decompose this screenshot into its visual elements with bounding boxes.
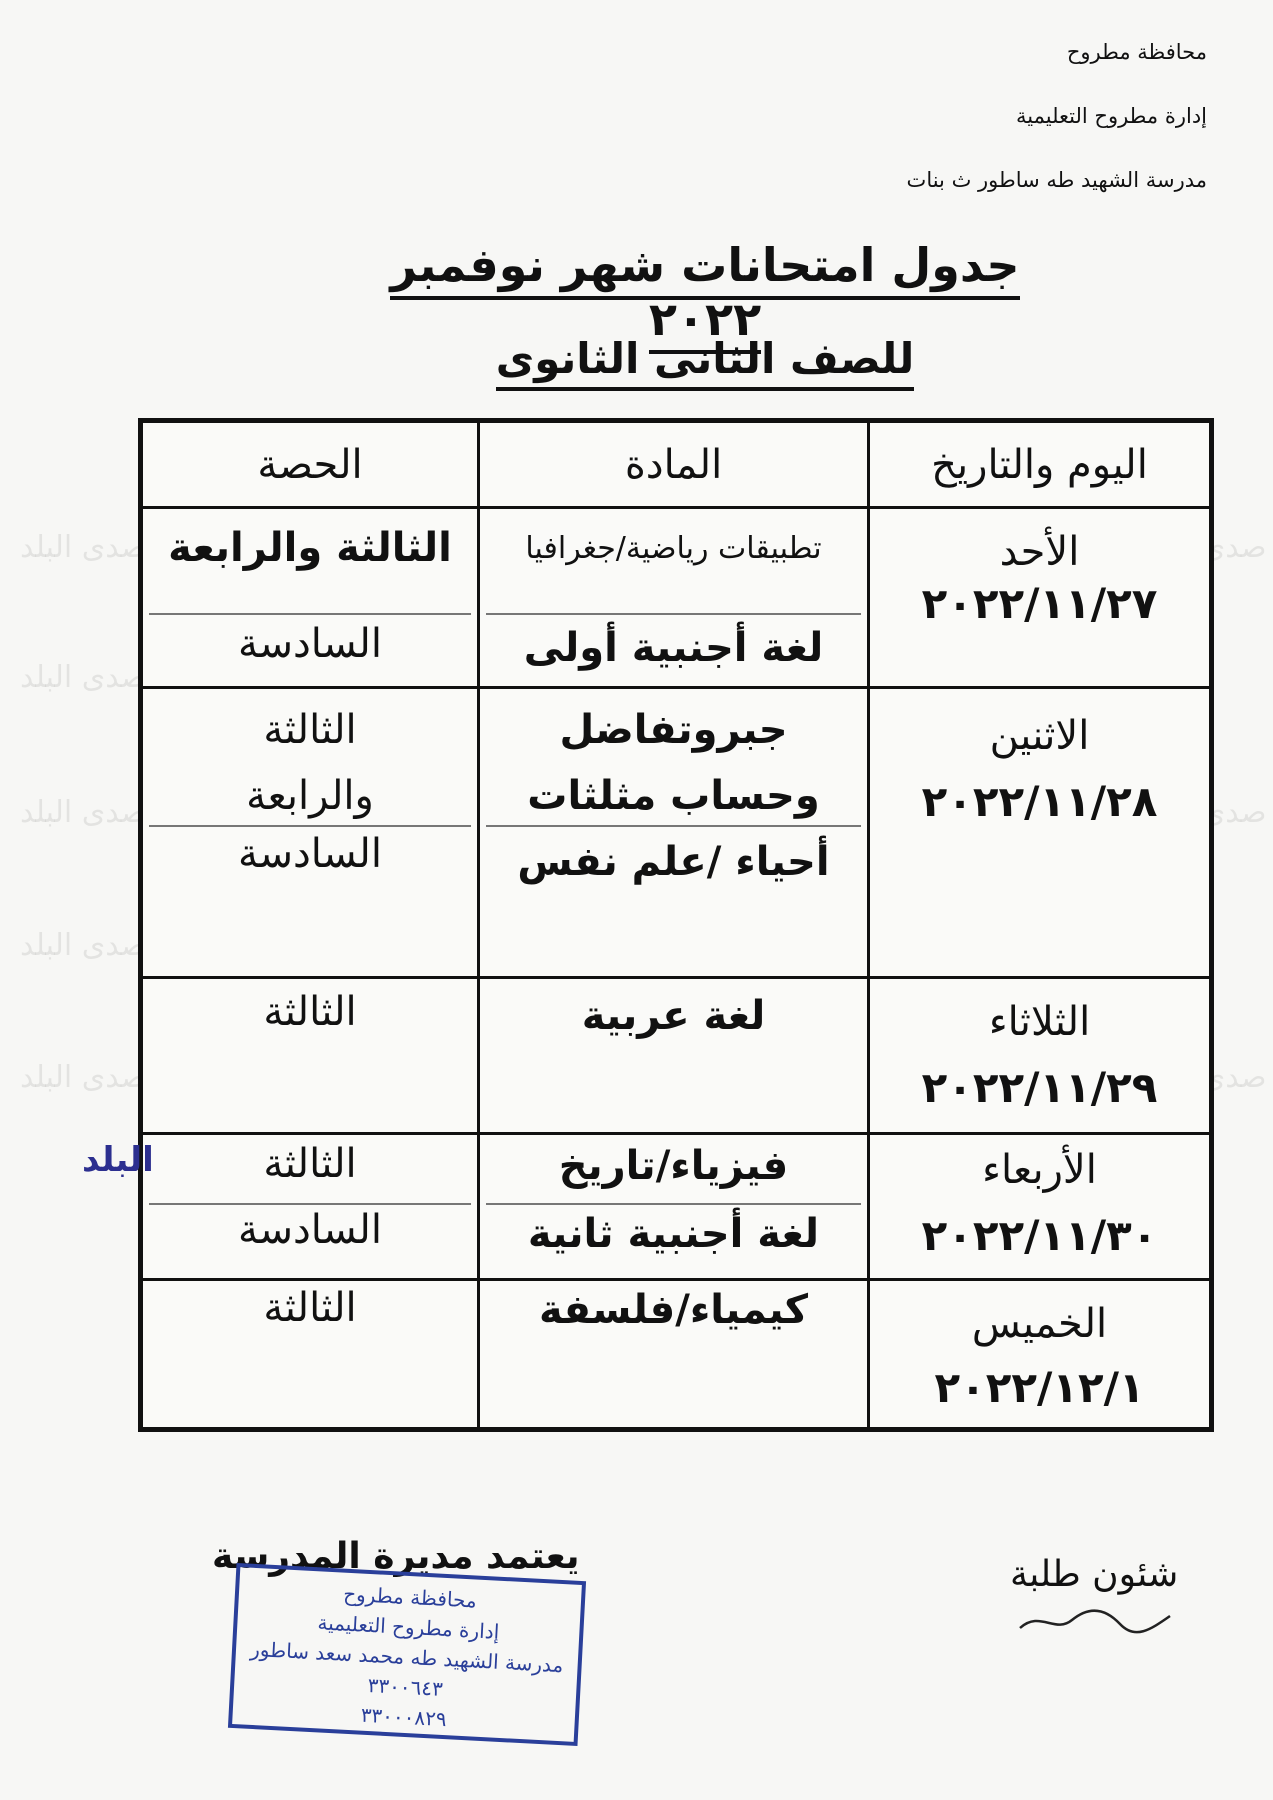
watermark: صدى البلد [20,530,147,565]
watermark: صدى البلد [20,795,147,830]
subject-cell-thursday [477,1281,867,1427]
header-period: الحصة [143,423,477,509]
subject-cell-wednesday [477,1135,867,1281]
date-label: ٢٠٢٢/١١/٢٨ [921,777,1158,826]
watermark: صدى البلد [20,1060,147,1095]
page-title: جدول امتحانات شهر نوفمبر ٢٠٢٢ [380,238,1030,346]
day-label: الثلاثاء [988,999,1091,1045]
watermark: صدى [1201,795,1267,830]
row-divider [486,1203,861,1205]
period-label: الثالثة والرابعة [168,525,452,571]
row-divider [486,825,861,827]
principal-approval-label: يعتمد مديرة المدرسة [212,1536,580,1577]
site-logo: البلد [82,1140,154,1180]
date-label: ٢٠٢٢/١٢/١ [934,1363,1145,1412]
date-label: ٢٠٢٢/١١/٢٧ [921,579,1158,628]
header-day-date: اليوم والتاريخ [867,423,1209,509]
watermark: صدى [1201,530,1267,565]
subject-label: كيمياء/فلسفة [538,1287,809,1333]
subject-label: فيزياء/تاريخ [558,1143,789,1189]
day-label: الخميس [971,1301,1108,1347]
row-divider [149,1203,471,1205]
period-cell-monday [143,689,477,979]
row-divider [149,825,471,827]
stamp-line: مدرسة الشهيد طه محمد سعد ساطور [249,1636,564,1678]
day-cell-monday [867,689,1209,979]
subject-label: تطبيقات رياضية/جغرافيا [525,531,822,566]
period-label: السادسة [238,621,382,667]
subject-label: جبروتفاضل [559,707,788,753]
header-subject: المادة [477,423,867,509]
subject-label: لغة عربية [581,993,766,1039]
student-affairs-label: شئون طلبة [1010,1554,1179,1595]
period-label: السادسة [238,1207,382,1253]
row-divider [149,613,471,615]
watermark: صدى البلد [20,928,147,963]
page-subtitle: للصف الثانى الثانوى [380,334,1030,383]
period-label: الثالثة [263,989,357,1035]
period-cell-wednesday [143,1135,477,1281]
exam-schedule-table [138,418,1214,1432]
stamp-line: محافظة مطروح [342,1581,478,1613]
date-label: ٢٠٢٢/١١/٢٩ [921,1063,1158,1112]
subject-cell-tuesday [477,979,867,1135]
watermark: صدى [1201,1060,1267,1095]
subject-label: أحياء /علم نفس [517,839,830,885]
period-label: والرابعة [246,773,374,819]
school-line: مدرسة الشهيد طه ساطور ث بنات [906,168,1207,192]
official-stamp [228,1563,586,1746]
subject-label: لغة أجنبية أولى [523,625,824,671]
administration-line: إدارة مطروح التعليمية [1016,104,1207,128]
period-label: الثالثة [263,707,357,753]
day-cell-sunday [867,509,1209,689]
row-divider [486,613,861,615]
period-label: الثالثة [263,1285,357,1331]
period-label: السادسة [238,831,382,877]
subject-label: لغة أجنبية ثانية [527,1211,820,1257]
stamp-line: إدارة مطروح التعليمية [316,1610,500,1644]
day-cell-thursday [867,1281,1209,1427]
period-cell-tuesday [143,979,477,1135]
day-cell-tuesday [867,979,1209,1135]
stamp-line: ٣٣٠٠٦٤٣ [367,1673,444,1701]
day-label: الاثنين [989,713,1090,759]
stamp-line: ٣٣٠٠٠٨٢٩ [360,1702,448,1732]
subject-cell-monday [477,689,867,979]
watermark: صدى البلد [20,660,147,695]
period-cell-sunday [143,509,477,689]
signature-scribble [1010,1600,1180,1640]
subject-label: وحساب مثلثات [527,773,820,819]
governorate-line: محافظة مطروح [1066,40,1207,64]
period-label: الثالثة [263,1141,357,1187]
date-label: ٢٠٢٢/١١/٣٠ [921,1211,1158,1260]
day-label: الأحد [999,529,1080,575]
day-cell-wednesday [867,1135,1209,1281]
period-cell-thursday [143,1281,477,1427]
day-label: الأربعاء [982,1147,1097,1193]
subject-cell-sunday [477,509,867,689]
